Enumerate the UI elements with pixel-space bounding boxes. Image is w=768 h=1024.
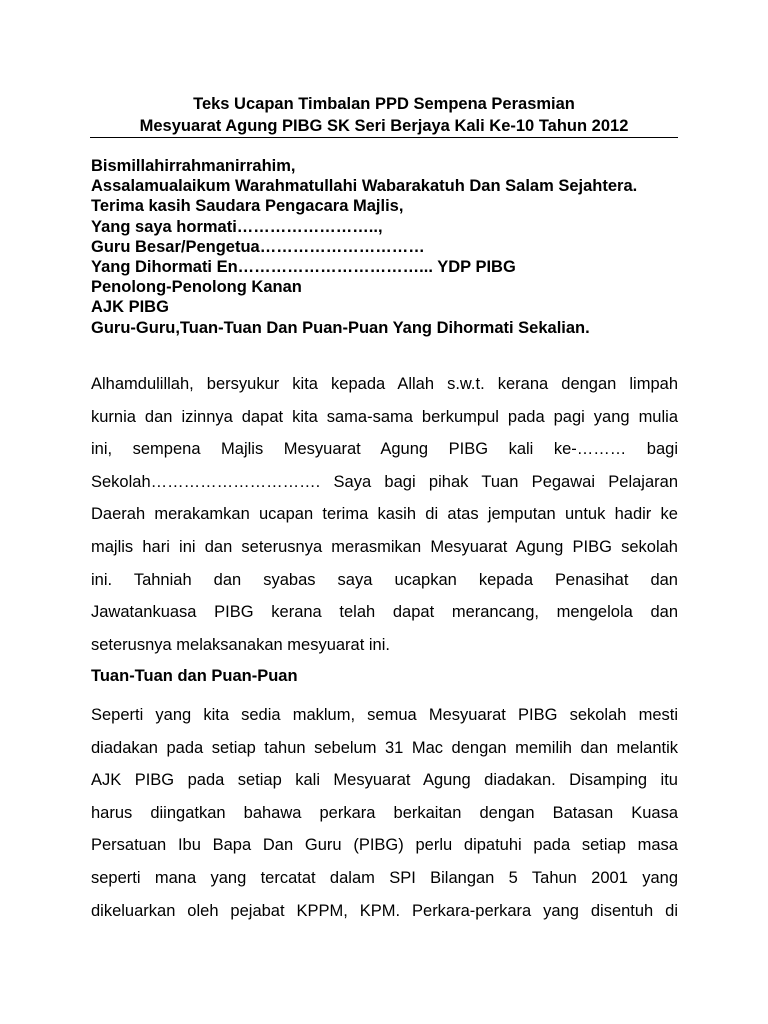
- paragraph-line: ini, sempena Majlis Mesyuarat Agung PIBG kali ke-……… bagi: [91, 440, 678, 459]
- title-underline: [90, 137, 678, 138]
- paragraph-line: ini. Tahniah dan syabas saya ucapkan kepada Penasihat dan: [91, 570, 678, 589]
- paragraph-line: harus diingatkan bahawa perkara berkaitan dengan Batasan Kuasa: [91, 803, 678, 822]
- paragraph-line: majlis hari ini dan seterusnya merasmikan Mesyuarat Agung PIBG sekolah: [91, 537, 678, 556]
- salutation-line: Terima kasih Saudara Pengacara Majlis,: [91, 197, 404, 216]
- title-line-2: Mesyuarat Agung PIBG SK Seri Berjaya Kali Ke-10 Tahun 2012: [139, 117, 629, 135]
- paragraph-line: Sekolah…………………………. Saya bagi pihak Tuan Pegawai Pelajaran: [91, 472, 678, 491]
- paragraph-line: diadakan pada setiap tahun sebelum 31 Mac dengan memilih dan melantik: [91, 738, 678, 757]
- paragraph-opening: [91, 368, 678, 661]
- paragraph-line: Seperti yang kita sedia maklum, semua Mesyuarat PIBG sekolah mesti: [91, 706, 678, 724]
- paragraph-second: [91, 699, 678, 927]
- salutation-line: Assalamualaikum Warahmatullahi Wabarakatuh Dan Salam Sejahtera.: [91, 177, 638, 196]
- section-heading: Tuan-Tuan dan Puan-Puan: [91, 667, 298, 685]
- salutation-line: Bismillahirrahmanirrahim,: [91, 157, 296, 175]
- paragraph-line: AJK PIBG pada setiap kali Mesyuarat Agung diadakan. Disamping itu: [91, 771, 678, 790]
- document-title: [90, 93, 678, 137]
- salutation-block: [91, 156, 691, 338]
- paragraph-line: seperti mana yang tercatat dalam SPI Bilangan 5 Tahun 2001 yang: [91, 868, 678, 887]
- salutation-line: Yang saya hormati……………………..,: [91, 217, 383, 236]
- salutation-line: Penolong-Penolong Kanan: [91, 278, 302, 297]
- paragraph-line: Alhamdulillah, bersyukur kita kepada Allah s.w.t. kerana dengan limpah: [91, 375, 678, 393]
- paragraph-line: dikeluarkan oleh pejabat KPPM, KPM. Perkara-perkara yang disentuh di: [91, 901, 678, 920]
- paragraph-line: Persatuan Ibu Bapa Dan Guru (PIBG) perlu dipatuhi pada setiap masa: [91, 836, 678, 855]
- salutation-line: Yang Dihormati En……………………………... YDP PIBG: [91, 258, 516, 277]
- paragraph-line: Daerah merakamkan ucapan terima kasih di atas jemputan untuk hadir ke: [91, 505, 678, 524]
- paragraph-line: kurnia dan izinnya dapat kita sama-sama berkumpul pada pagi yang mulia: [91, 407, 678, 426]
- salutation-line: AJK PIBG: [91, 298, 169, 317]
- salutation-line: Guru Besar/Pengetua…………………………: [91, 237, 425, 256]
- paragraph-line: Jawatankuasa PIBG kerana telah dapat merancang, mengelola dan: [91, 603, 678, 622]
- title-line-1: Teks Ucapan Timbalan PPD Sempena Perasmian: [193, 95, 575, 113]
- paragraph-line: seterusnya melaksanakan mesyuarat ini.: [91, 635, 390, 654]
- salutation-line: Guru-Guru,Tuan-Tuan Dan Puan-Puan Yang Dihormati Sekalian.: [91, 318, 590, 337]
